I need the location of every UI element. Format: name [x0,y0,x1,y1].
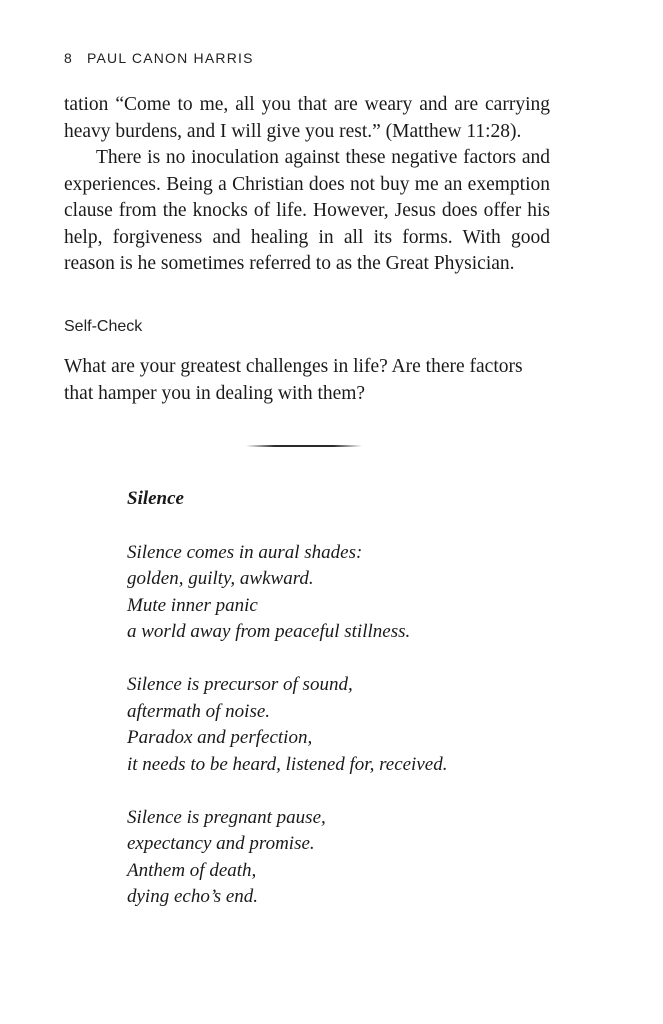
poem-line: Anthem of death, [127,859,257,881]
page-number: 8 [64,50,73,66]
paragraph-2 [64,145,550,278]
poem-stanza-2 [127,672,447,778]
poem-stanza-3 [127,805,447,911]
poem-stanza-1 [127,540,447,646]
poem-line: a world away from peaceful stillness. [127,621,411,642]
running-head [64,50,254,66]
self-check-text: What are your greatest challenges in life? Are there factors that hamper you in dealing with them? [64,356,523,404]
poem-line: Silence comes in aural shades: [127,541,363,563]
paragraph-1 [64,92,550,145]
poem-line: Silence is precursor of sound, [127,674,353,695]
poem-title: Silence [127,488,184,509]
self-check-question [64,354,550,407]
section-divider [246,445,362,447]
poem-line: aftermath of noise. [127,700,271,722]
poem-line: Mute inner panic [127,594,258,616]
poem-line: Silence is pregnant pause, [127,806,326,828]
poem-line: Paradox and perfection, [127,727,313,748]
running-head-author: PAUL CANON HARRIS [87,50,254,66]
paragraph-text: There is no inoculation against these negative factors and experiences. Being a Christian does not buy me an exemption clause from the knocks of life. However, Jesus does offer his help, forgiveness and healing in all its forms. With good reason is he sometimes referred to as the Great Physician. [64,147,550,274]
poem-line: it needs to be heard, listened for, received. [127,753,448,775]
poem-line: dying echo’s end. [127,886,259,907]
poem-line: expectancy and promise. [127,833,315,854]
paragraph-text: tation “Come to me, all you that are weary and are carrying heavy burdens, and I will give you rest.” (Matthew 11:28). [64,94,550,142]
poem-line: golden, guilty, awkward. [127,568,314,589]
self-check-heading: Self-Check [64,318,143,335]
poem [127,486,447,937]
